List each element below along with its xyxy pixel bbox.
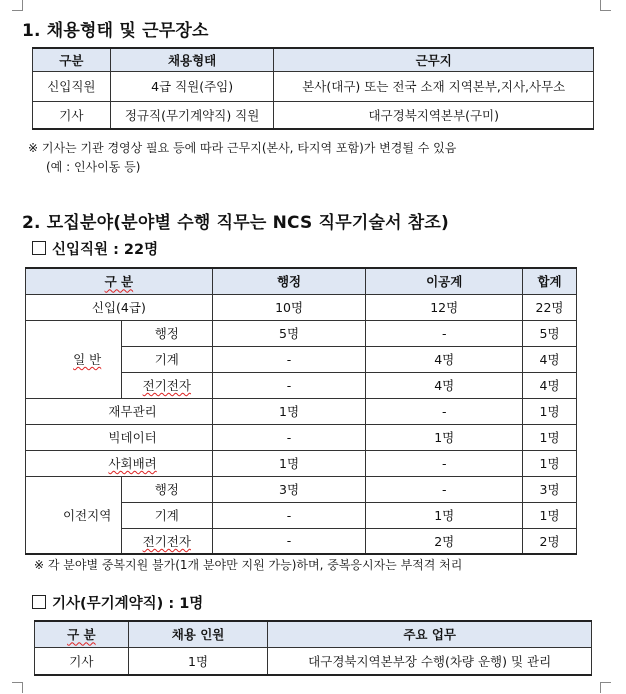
table-cell: 4명 bbox=[523, 372, 577, 398]
table-cell: 3명 bbox=[212, 476, 366, 502]
header-category: 구 분 bbox=[35, 621, 129, 647]
table-cell: 신입직원 bbox=[33, 71, 111, 101]
header-workplace: 근무지 bbox=[274, 48, 594, 71]
header-employment-type: 채용형태 bbox=[110, 48, 274, 71]
table-cell: - bbox=[366, 398, 523, 424]
table-cell: 4명 bbox=[366, 346, 523, 372]
table-cell: 2명 bbox=[523, 528, 577, 554]
checkbox-icon bbox=[32, 241, 46, 255]
table-cell: 행정 bbox=[121, 476, 212, 502]
new-employee-heading: 신입직원 : 22명 bbox=[32, 238, 158, 259]
indent-spacer bbox=[26, 346, 54, 372]
indent-spacer bbox=[26, 476, 54, 502]
header-category: 구 분 bbox=[26, 268, 213, 294]
table-cell: - bbox=[212, 528, 366, 554]
section1-title: 1. 채용형태 및 근무장소 bbox=[22, 21, 209, 41]
table-cell: 2명 bbox=[366, 528, 523, 554]
table-cell: 1명 bbox=[212, 450, 366, 476]
table-cell: 재무관리 bbox=[53, 398, 212, 424]
section2-title: 2. 모집분야(분야별 수행 직무는 NCS 직무기술서 참조) bbox=[22, 213, 450, 233]
indent-spacer bbox=[26, 398, 54, 424]
table-cell: 10명 bbox=[212, 294, 366, 320]
recruitment-field-table bbox=[25, 267, 577, 555]
table-cell: 3명 bbox=[523, 476, 577, 502]
table-cell: 5명 bbox=[523, 320, 577, 346]
total-row-label: 신입(4급) bbox=[26, 294, 213, 320]
crop-mark bbox=[12, 0, 23, 11]
header-admin: 행정 bbox=[212, 268, 366, 294]
table-cell: 사회배려 bbox=[53, 450, 212, 476]
table-cell: 1명 bbox=[523, 502, 577, 528]
table-cell: 기계 bbox=[121, 346, 212, 372]
indent-spacer bbox=[26, 320, 54, 346]
table-cell: - bbox=[212, 346, 366, 372]
table-cell: - bbox=[366, 476, 523, 502]
table-cell: 기계 bbox=[121, 502, 212, 528]
indent-spacer bbox=[26, 528, 54, 554]
table-cell: 1명 bbox=[523, 450, 577, 476]
workplace-note: ※ 기사는 기관 경영상 필요 등에 따라 근무지(본사, 타지역 포함)가 변경될 수 있음 bbox=[28, 141, 457, 155]
table-cell: 기사 bbox=[33, 101, 111, 129]
workplace-note-example: (예 : 인사이동 등) bbox=[46, 160, 141, 174]
indent-spacer bbox=[26, 502, 54, 528]
table-cell: 1명 bbox=[523, 398, 577, 424]
table-cell: 대구경북지역본부장 수행(차량 운행) 및 관리 bbox=[268, 647, 592, 675]
crop-mark bbox=[600, 0, 611, 11]
header-headcount: 채용 인원 bbox=[128, 621, 268, 647]
header-engineering: 이공계 bbox=[366, 268, 523, 294]
table-cell: 빅데이터 bbox=[53, 424, 212, 450]
table-cell: 1명 bbox=[523, 424, 577, 450]
table-cell: 1명 bbox=[212, 398, 366, 424]
table-cell: 전기전자 bbox=[121, 372, 212, 398]
indent-spacer bbox=[26, 450, 54, 476]
table-cell: 본사(대구) 또는 전국 소재 지역본부,지사,사무소 bbox=[274, 71, 594, 101]
checkbox-icon bbox=[32, 595, 46, 609]
table-cell: 12명 bbox=[366, 294, 523, 320]
indent-spacer bbox=[26, 424, 54, 450]
table-cell: 4급 직원(주임) bbox=[110, 71, 274, 101]
table-cell: - bbox=[212, 424, 366, 450]
table-cell: 1명 bbox=[366, 424, 523, 450]
table-cell: 행정 bbox=[121, 320, 212, 346]
table-cell: 1명 bbox=[366, 502, 523, 528]
crop-mark bbox=[600, 682, 611, 693]
duplicate-application-note: ※ 각 분야별 중복지원 불가(1개 분야만 지원 가능)하며, 중복응시자는 부적격 처리 bbox=[34, 558, 463, 572]
table-cell: 22명 bbox=[523, 294, 577, 320]
crop-mark bbox=[12, 682, 23, 693]
table-cell: 전기전자 bbox=[121, 528, 212, 554]
general-label: 일 반 bbox=[53, 320, 121, 398]
table-cell: - bbox=[212, 502, 366, 528]
indent-spacer bbox=[26, 372, 54, 398]
table-cell: 5명 bbox=[212, 320, 366, 346]
header-total: 합계 bbox=[523, 268, 577, 294]
table-cell: 대구경북지역본부(구미) bbox=[274, 101, 594, 129]
driver-heading: 기사(무기계약직) : 1명 bbox=[32, 592, 203, 613]
table-cell: 기사 bbox=[35, 647, 129, 675]
header-main-duties: 주요 업무 bbox=[268, 621, 592, 647]
table-cell: 정규직(무기계약직) 직원 bbox=[110, 101, 274, 129]
table-cell: 4명 bbox=[366, 372, 523, 398]
table-cell: - bbox=[212, 372, 366, 398]
relocation-label: 이전지역 bbox=[53, 476, 121, 554]
table-cell: 1명 bbox=[128, 647, 268, 675]
employment-type-table bbox=[32, 47, 594, 130]
table-cell: - bbox=[366, 320, 523, 346]
header-category: 구분 bbox=[33, 48, 111, 71]
table-cell: 4명 bbox=[523, 346, 577, 372]
table-cell: - bbox=[366, 450, 523, 476]
driver-table bbox=[34, 620, 592, 676]
